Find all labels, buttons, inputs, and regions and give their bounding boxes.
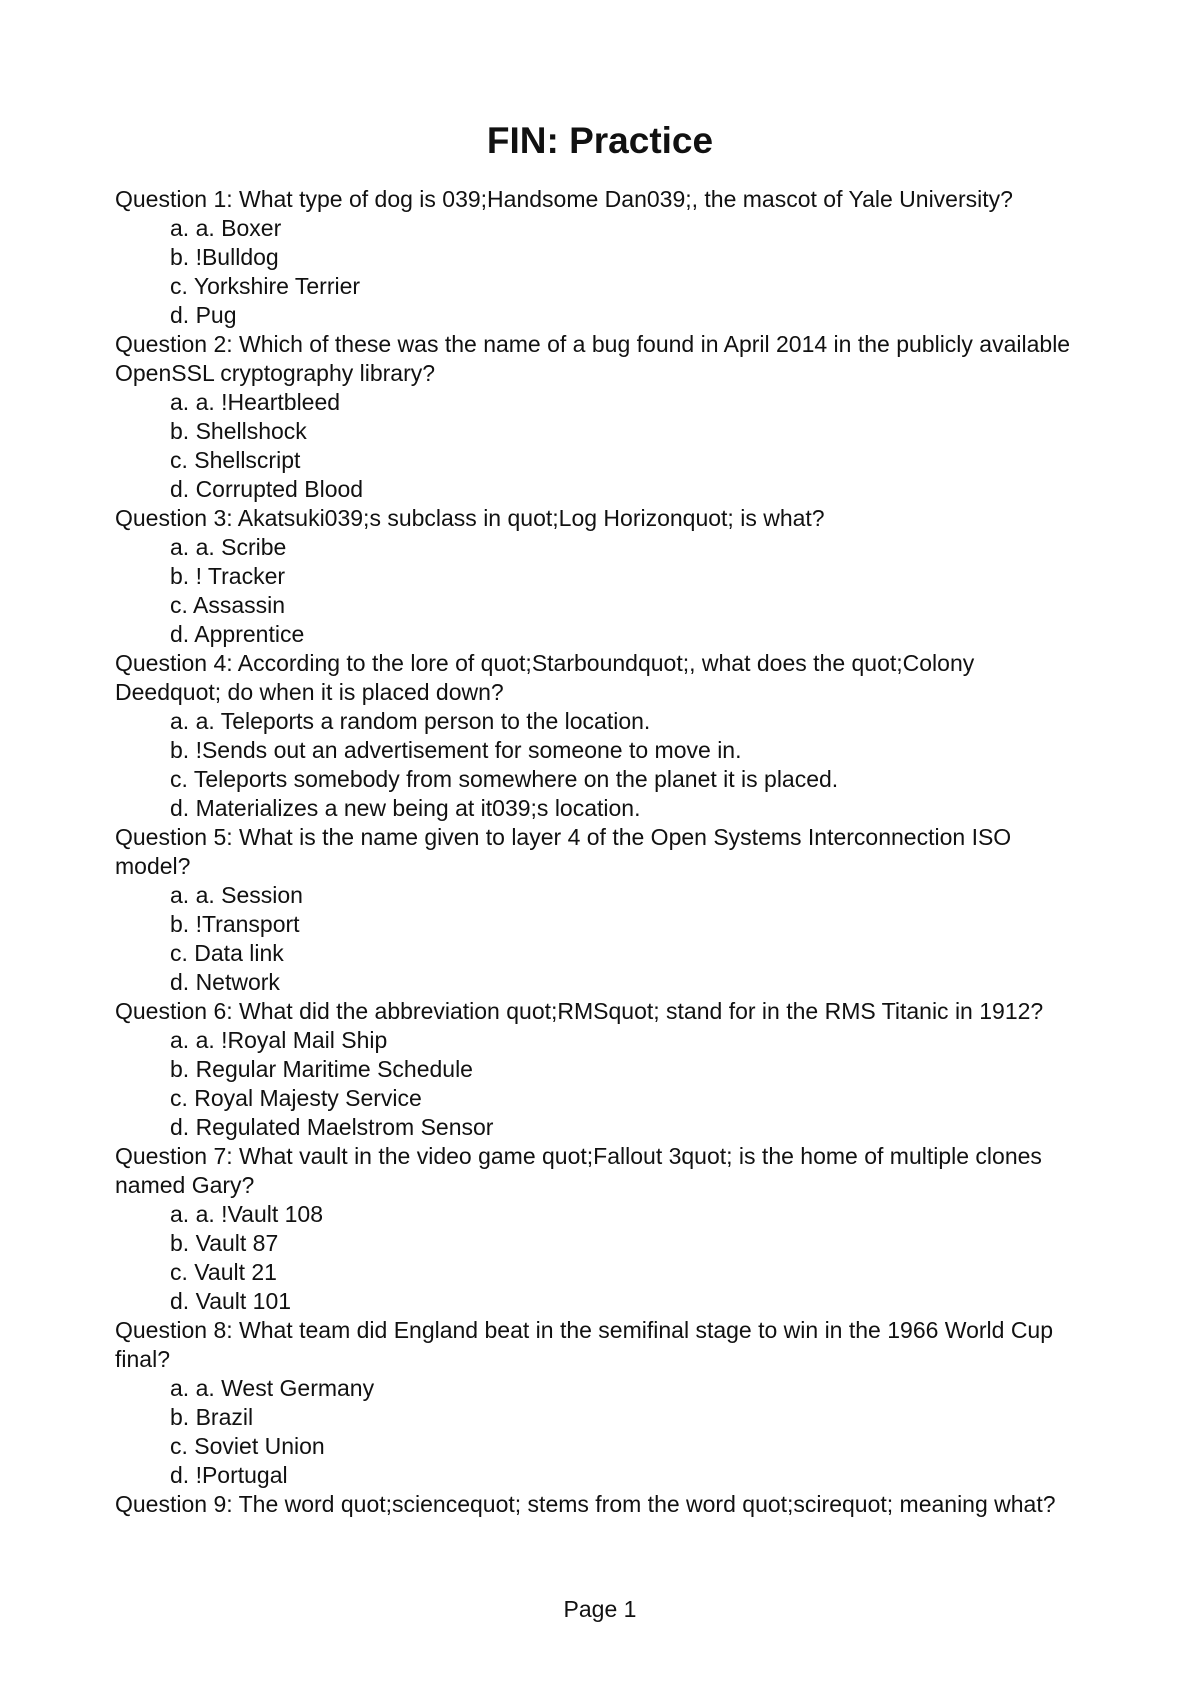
question-text: Question 9: The word quot;sciencequot; stems from the word quot;scirequot; meaning what? xyxy=(115,1491,1056,1517)
answer-option: c. Assassin xyxy=(170,592,286,618)
answer-option: c. Data link xyxy=(170,940,284,966)
answer-option: a. a. Boxer xyxy=(170,215,282,241)
answer-option: d. Apprentice xyxy=(170,621,305,647)
answer-option: c. Teleports somebody from somewhere on the planet it is placed. xyxy=(170,766,839,792)
answer-option: d. Vault 101 xyxy=(170,1288,292,1314)
answer-option: d. Materializes a new being at it039;s location. xyxy=(170,795,641,821)
answer-option: b. !Transport xyxy=(170,911,300,937)
answer-option: a. a. West Germany xyxy=(170,1375,375,1401)
answer-option: a. a. Teleports a random person to the location. xyxy=(170,708,651,734)
answer-option: c. Soviet Union xyxy=(170,1433,325,1459)
question-text: Question 2: Which of these was the name of a bug found in April 2014 in the publicly available OpenSSL cryptography library? xyxy=(115,331,1071,386)
answer-option: d. Corrupted Blood xyxy=(170,476,364,502)
question-text: Question 8: What team did England beat in the semifinal stage to win in the 1966 World Cup final? xyxy=(115,1317,1054,1372)
answer-option: d. !Portugal xyxy=(170,1462,288,1488)
answer-option: b. Vault 87 xyxy=(170,1230,279,1256)
question-5 xyxy=(115,823,1075,997)
answer-option: d. Pug xyxy=(170,302,237,328)
answer-option: c. Vault 21 xyxy=(170,1259,277,1285)
answer-option: b. !Bulldog xyxy=(170,244,279,270)
answer-option: b. Shellshock xyxy=(170,418,307,444)
answer-option: b. Brazil xyxy=(170,1404,254,1430)
answer-option: a. a. Session xyxy=(170,882,303,908)
page-title: FIN: Practice xyxy=(486,120,714,161)
answer-options xyxy=(115,214,1075,330)
answer-option: a. a. !Royal Mail Ship xyxy=(170,1027,388,1053)
question-text: Question 3: Akatsuki039;s subclass in quot;Log Horizonquot; is what? xyxy=(115,505,825,531)
question-2 xyxy=(115,330,1075,504)
answer-option: c. Royal Majesty Service xyxy=(170,1085,422,1111)
answer-option: d. Network xyxy=(170,969,280,995)
question-list xyxy=(115,185,1075,1519)
question-4 xyxy=(115,649,1075,823)
page-number: Page 1 xyxy=(563,1596,637,1622)
question-3 xyxy=(115,504,1075,649)
answer-options xyxy=(115,388,1075,504)
answer-option: a. a. !Vault 108 xyxy=(170,1201,324,1227)
question-text: Question 4: According to the lore of quot;Starboundquot;, what does the quot;Colony Deedquot; do when it is placed down? xyxy=(115,650,975,705)
answer-option: a. a. !Heartbleed xyxy=(170,389,341,415)
answer-option: c. Shellscript xyxy=(170,447,301,473)
question-text: Question 1: What type of dog is 039;Handsome Dan039;, the mascot of Yale University? xyxy=(115,186,1013,212)
question-6 xyxy=(115,997,1075,1142)
answer-option: b. Regular Maritime Schedule xyxy=(170,1056,473,1082)
answer-option: d. Regulated Maelstrom Sensor xyxy=(170,1114,494,1140)
question-text: Question 7: What vault in the video game quot;Fallout 3quot; is the home of multiple clones named Gary? xyxy=(115,1143,1042,1198)
answer-option: b. ! Tracker xyxy=(170,563,286,589)
answer-option: a. a. Scribe xyxy=(170,534,287,560)
question-text: Question 5: What is the name given to layer 4 of the Open Systems Interconnection ISO model? xyxy=(115,824,1012,879)
question-7 xyxy=(115,1142,1075,1316)
answer-options xyxy=(115,881,1075,997)
answer-options xyxy=(115,707,1075,823)
answer-options xyxy=(115,1200,1075,1316)
answer-options xyxy=(115,533,1075,649)
question-9 xyxy=(115,1490,1075,1519)
answer-options xyxy=(115,1026,1075,1142)
answer-options xyxy=(115,1374,1075,1490)
question-8 xyxy=(115,1316,1075,1490)
question-1 xyxy=(115,185,1075,330)
question-text: Question 6: What did the abbreviation quot;RMSquot; stand for in the RMS Titanic in 1912? xyxy=(115,998,1044,1024)
answer-option: b. !Sends out an advertisement for someone to move in. xyxy=(170,737,742,763)
answer-option: c. Yorkshire Terrier xyxy=(170,273,361,299)
